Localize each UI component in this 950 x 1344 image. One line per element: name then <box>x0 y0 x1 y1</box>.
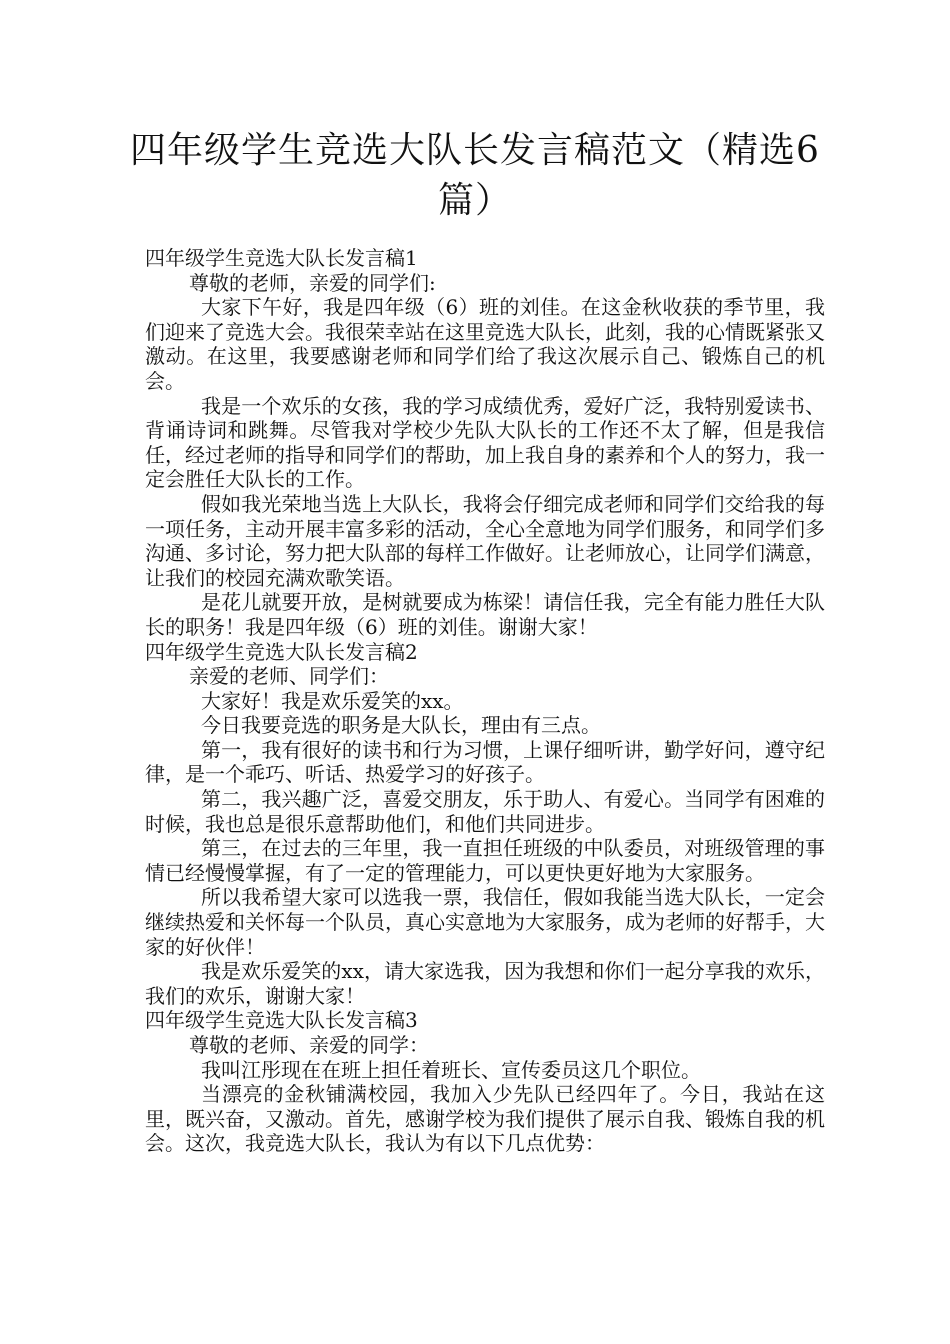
document-title: 四年级学生竞选大队长发言稿范文（精选6篇） <box>130 130 820 221</box>
section-greeting: 尊敬的老师，亲爱的同学们: <box>189 270 436 295</box>
paragraph: 当漂亮的金秋铺满校园，我加入少先队已经四年了。今日，我站在这里，既兴奋，又激动。首先，感谢学校为我们提供了展示自我、锻炼自我的机会。这次，我竞选大队长，我认为有以下几点优势： <box>145 1082 825 1156</box>
section-heading: 四年级学生竞选大队长发言稿3 <box>145 1008 418 1033</box>
paragraph: 是花儿就要开放，是树就要成为栋梁！请信任我，完全有能力胜任大队长的职务！我是四年级（6）班的刘佳。谢谢大家！ <box>145 590 825 639</box>
paragraph: 假如我光荣地当选上大队长，我将会仔细完成老师和同学们交给我的每一项任务，主动开展丰富多彩的活动，全心全意地为同学们服务，和同学们多沟通、多讨论，努力把大队部的每样工作做好。让老师放心，让同学们满意，让我们的校园充满欢歌笑语。 <box>145 491 825 590</box>
paragraph: 第三，在过去的三年里，我一直担任班级的中队委员，对班级管理的事情已经慢慢掌握，有了一定的管理能力，可以更快更好地为大家服务。 <box>145 836 825 885</box>
paragraph: 今日我要竞选的职务是大队长，理由有三点。 <box>201 713 601 738</box>
paragraph: 大家下午好，我是四年级（6）班的刘佳。在这金秋收获的季节里，我们迎来了竞选大会。我很荣幸站在这里竞选大队长，此刻，我的心情既紧张又激动。在这里，我要感谢老师和同学们给了我这次展示自己、锻炼自己的机会。 <box>145 295 825 393</box>
paragraph: 第二，我兴趣广泛，喜爱交朋友，乐于助人、有爱心。当同学有困难的时候，我也总是很乐意帮助他们，和他们共同进步。 <box>145 787 825 836</box>
section-heading: 四年级学生竞选大队长发言稿2 <box>145 639 418 664</box>
paragraph: 第一，我有很好的读书和行为习惯，上课仔细听讲，勤学好问，遵守纪律，是一个乖巧、听话、热爱学习的好孩子。 <box>145 737 825 787</box>
section-greeting: 亲爱的老师、同学们： <box>189 664 389 689</box>
document-body <box>145 246 825 1156</box>
paragraph: 所以我希望大家可以选我一票，我信任，假如我能当选大队长，一定会继续热爱和关怀每一个队员，真心实意地为大家服务，成为老师的好帮手，大家的好伙伴！ <box>145 885 825 959</box>
paragraph: 我是一个欢乐的女孩，我的学习成绩优秀，爱好广泛，我特别爱读书、背诵诗词和跳舞。尽管我对学校少先队大队长的工作还不太了解，但是我信任，经过老师的指导和同学们的帮助，加上我自身的素养和个人的努力，我一定会胜任大队长的工作。 <box>145 393 825 492</box>
paragraph: 我是欢乐爱笑的xx，请大家选我，因为我想和你们一起分享我的欢乐，我们的欢乐，谢谢大家！ <box>145 959 825 1008</box>
section-greeting: 尊敬的老师、亲爱的同学： <box>189 1033 429 1057</box>
paragraph: 我叫江彤现在在班上担任着班长、宣传委员这几个职位。 <box>201 1057 701 1082</box>
section-heading: 四年级学生竞选大队长发言稿1 <box>145 246 418 270</box>
paragraph: 大家好！我是欢乐爱笑的xx。 <box>201 688 464 713</box>
